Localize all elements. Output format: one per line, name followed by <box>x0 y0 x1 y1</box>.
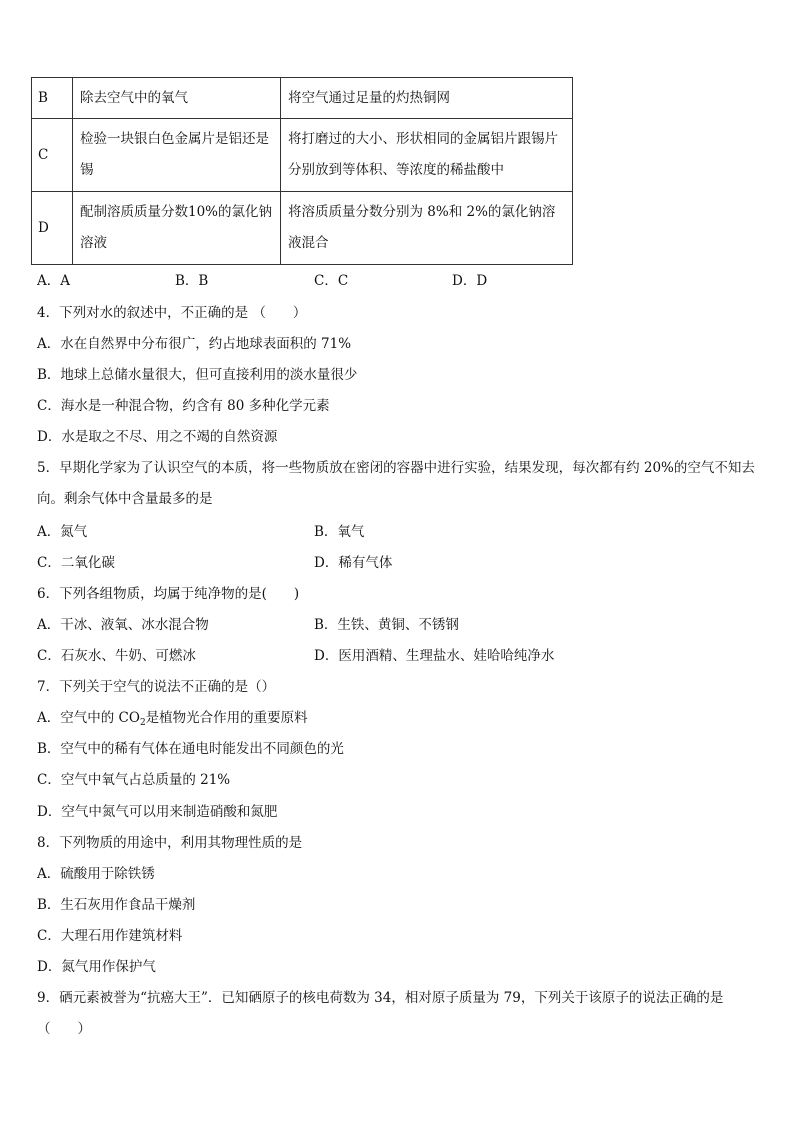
table-row <box>32 78 573 119</box>
question-6-option: A．干冰、液氧、冰水混合物 <box>37 617 209 633</box>
question-9-stem: 9．硒元素被誉为“抗癌大王”．已知硒原子的核电荷数为 34，相对原子质量为 79，下列关于该原子的说法正确的是（ ） <box>37 990 724 1037</box>
row-key: C <box>32 119 73 192</box>
question-8-option: A．硫酸用于除铁锈 <box>37 866 155 882</box>
experiment-goal: 除去空气中的氧气 <box>73 78 281 119</box>
question-4-option: B．地球上总储水量很大，但可直接利用的淡水量很少 <box>37 367 358 383</box>
experiment-method: 将打磨过的大小、形状相同的金属铝片跟锡片分别放到等体积、等浓度的稀盐酸中 <box>281 119 573 192</box>
question-8-stem: 8．下列物质的用途中，利用其物理性质的是 <box>37 835 303 851</box>
question-6-option: D．医用酒精、生理盐水、娃哈哈纯净水 <box>314 648 555 664</box>
answer-choice: D．D <box>452 273 488 289</box>
experiment-goal: 检验一块银白色金属片是铝还是锡 <box>73 119 281 192</box>
row-key: B <box>32 78 73 119</box>
row-key: D <box>32 192 73 265</box>
question-4-option: C．海水是一种混合物，约含有 80 多种化学元素 <box>37 398 330 414</box>
question-4-stem: 4．下列对水的叙述中，不正确的是 （ ） <box>37 305 307 321</box>
question-5-option: D．稀有气体 <box>314 555 393 571</box>
option-text: A．空气中的 CO <box>37 710 140 726</box>
question-6-option: B．生铁、黄铜、不锈钢 <box>314 617 459 633</box>
question-5-option: C．二氧化碳 <box>37 555 115 571</box>
question-7-option: C．空气中氧气占总质量的 21% <box>37 772 231 788</box>
question-8-option: B．生石灰用作食品干燥剂 <box>37 897 196 913</box>
question-6-option: C．石灰水、牛奶、可燃冰 <box>37 648 196 664</box>
question-7-option: D．空气中氮气可以用来制造硝酸和氮肥 <box>37 804 278 820</box>
answer-choice: C．C <box>314 273 349 289</box>
question-6-stem: 6．下列各组物质，均属于纯净物的是( ) <box>37 586 300 602</box>
question-5-stem: 5．早期化学家为了认识空气的本质，将一些物质放在密闭的容器中进行实验，结果发现，每次都有约 20%的空气不知去向。剩余气体中含量最多的是 <box>37 460 755 507</box>
question-4-option: D．水是取之不尽、用之不竭的自然资源 <box>37 429 278 445</box>
answer-choice: B．B <box>175 273 209 289</box>
question-7-option: B．空气中的稀有气体在通电时能发出不同颜色的光 <box>37 741 344 757</box>
table-row <box>32 192 573 265</box>
question-4-option: A．水在自然界中分布很广，约占地球表面积的 71% <box>37 336 352 352</box>
question-7-option <box>37 708 308 728</box>
question-7-stem: 7．下列关于空气的说法不正确的是（） <box>37 679 276 695</box>
question-8-option: C．大理石用作建筑材料 <box>37 928 183 944</box>
answer-choice: A．A <box>37 273 70 289</box>
option-text: 是植物光合作用的重要原料 <box>145 710 308 726</box>
experiment-goal: 配制溶质质量分数10%的氯化钠溶液 <box>73 192 281 265</box>
question-5-option: B．氧气 <box>314 524 365 540</box>
experiment-method: 将溶质质量分数分别为 8%和 2%的氯化钠溶液混合 <box>281 192 573 265</box>
table-row <box>32 119 573 192</box>
question-5-option: A．氮气 <box>37 524 88 540</box>
subscript: 2 <box>139 718 146 728</box>
experiment-table <box>31 77 573 265</box>
experiment-method: 将空气通过足量的灼热铜网 <box>281 78 573 119</box>
question-8-option: D．氮气用作保护气 <box>37 959 156 975</box>
